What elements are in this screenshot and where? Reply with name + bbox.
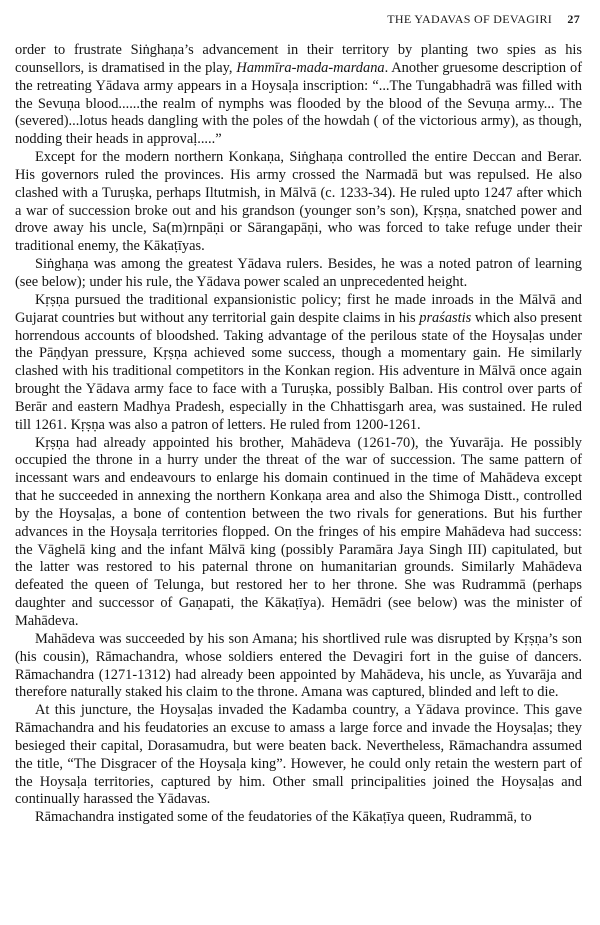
text-run: Mahādeva was succeeded by his son Amana; his shortlived rule was disrupted by Kṛṣṇa’s son (his cousin), Rāmachandra, whose soldiers entered the Devagiri fort in the guise of dancers. Rāmachandra (1271-1312) had already been appointed by Mahādeva, his uncle, as Yuvarāja and therefore naturally staked his claim to the throne. Amana was captured, blinded and left to die. bbox=[15, 630, 582, 701]
paragraph bbox=[15, 631, 582, 702]
text-run: Except for the modern northern Konkaṇa, Siṅghaṇa controlled the entire Deccan and Berar. His governors ruled the provinces. His army crossed the Narmadā but was repulsed. He also clashed with a Turuṣka, perhaps Iltutmish, in Mālvā (c. 1233-34). He ruled upto 1247 after which a war of succession broke out and his grandson (younger son’s son), Kṛṣṇa, snatched power and drove away his uncle, Sa(m)rnpāṇi or Sārangapāṇi, who was forced to take refuge under their traditional enemy, the Kākaṭīyas. bbox=[15, 149, 582, 255]
body-text bbox=[15, 42, 582, 827]
italic-title: praśastis bbox=[419, 309, 472, 326]
paragraph bbox=[15, 149, 582, 256]
running-head bbox=[387, 12, 580, 27]
text-run: order to frustrate Siṅghaṇa’s advancement in their territory by planting two spies as his counsellors, is dramatised in the play, bbox=[15, 42, 582, 76]
text-run: which also present horrendous accounts of bloodshed. Taking advantage of the perilous state of the Hoysaḷas under the Pāṇḍyan pressure, Kṛṣṇa achieved some success, though a momentary gain. He similarly clashed with his traditional competitors in the Konkan region. His adventure in Mālvā once again brought the Yādava army face to face with a Turuṣka, possibly Balban. His control over parts of Berār and eastern Madhya Pradesh, especially in the Chhattisgarh area, was sustained. He ruled till 1261. Kṛṣṇa was also a patron of letters. He ruled from 1200-1261. bbox=[15, 309, 582, 433]
paragraph bbox=[15, 292, 582, 435]
italic-title: Hammīra-mada-mardana bbox=[236, 59, 385, 76]
text-run: Kṛṣṇa pursued the traditional expansionistic policy; first he made inroads in the Mālvā and Gujarat countries but without any territorial gain despite claims in his bbox=[15, 291, 582, 326]
paragraph bbox=[15, 42, 582, 149]
paragraph bbox=[15, 256, 582, 292]
paragraph bbox=[15, 702, 582, 809]
paragraph bbox=[15, 809, 582, 827]
text-run: Kṛṣṇa had already appointed his brother, Mahādeva (1261-70), the Yuvarāja. He possibly occupied the throne in a hurry under the threat of the war of succession. The same pattern of incessant wars and endeavours to enlarge his domain continued in the time of Mahādeva except that he succeeded in annexing the northern Konkaṇa area and also the Shimoga Distt., controlled by the Hoysaḷas, a bone of contention between the two rivals for generations. But his further advances in the Hoysaḷa territories flopped. On the fringes of his empire Mahādeva had success: the Vāghelā king and the infant Mālvā king (possibly Paramāra Jaya Singh III) capitulated, but the latter was restored to his paternal throne on humanitarian grounds. Similarly Mahādeva defeated the queen of Telunga, but restored her to her throne. She was Rudrammā (perhaps daughter and successor of Gaṇapati, the Kākaṭīya). Hemādri (see below) was the minister of Mahādeva. bbox=[15, 434, 582, 629]
text-run: . Another gruesome description of the retreating Yādava army appears in a Hoysaḷa inscription: “...The Tungabhadrā was filled with the Sevuṇa blood......the realm of nymphs was flooded by the blood of the Sevuṇa army... The (severed)...lotus heads dangling with the poles of the howdah ( of the victorious army), as though, nodding their heads in approvaḷ.....” bbox=[15, 59, 582, 148]
text-run: At this juncture, the Hoysaḷas invaded the Kadamba country, a Yādava province. This gave Rāmachandra and his feudatories an excuse to amass a large force and invade the Hoysaḷas; they besieged their capital, Dorasamudra, but were beaten back. Nevertheless, Rāmachandra assumed the title, “The Disgracer of the Hoysaḷa king”. However, he could only retain the western part of the Hoysaḷa territories, captured by him. Other small principalities joined the Hoysaḷas and continually harassed the Yādavas. bbox=[15, 702, 582, 808]
text-run: Rāmachandra instigated some of the feudatories of the Kākaṭīya queen, Rudrammā, to bbox=[35, 809, 532, 826]
running-head-title: THE YADAVAS OF DEVAGIRI bbox=[387, 12, 553, 26]
paragraph bbox=[15, 435, 582, 631]
page-number: 27 bbox=[567, 12, 580, 26]
text-run: Siṅghaṇa was among the greatest Yādava rulers. Besides, he was a noted patron of learning (see below); under his rule, the Yādava power scaled an unprecedented height. bbox=[15, 256, 582, 290]
